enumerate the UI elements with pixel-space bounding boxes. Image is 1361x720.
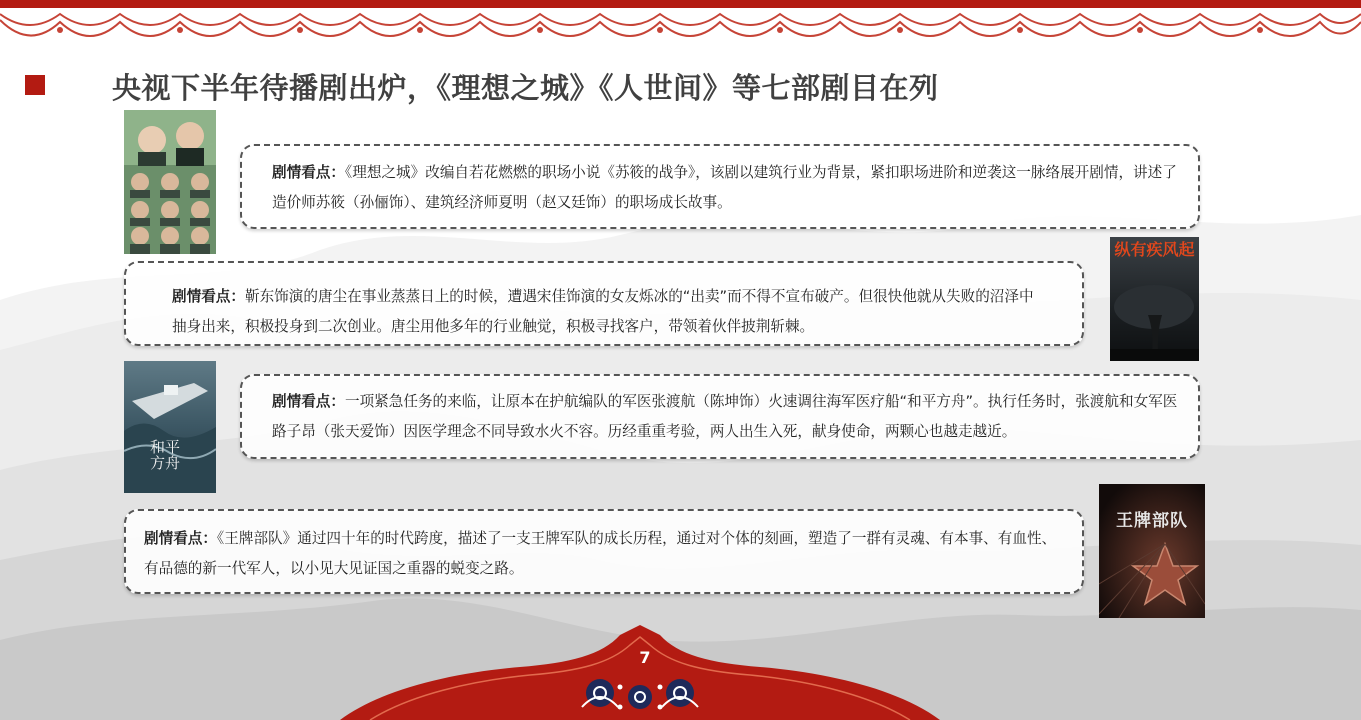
plot-highlight-box-4 bbox=[124, 509, 1084, 594]
plot-text-3 bbox=[272, 387, 1186, 447]
poster-peace-ark-title: 和平方舟 bbox=[150, 438, 181, 472]
plot-label-4: 剧情看点： bbox=[144, 530, 217, 547]
page-title: 央视下半年待播剧出炉，《理想之城》《人世间》等七部剧目在列 bbox=[112, 71, 939, 105]
page-number: 7 bbox=[639, 648, 651, 667]
poster-ace-troops bbox=[1099, 484, 1205, 618]
poster-storm-title: 纵有疾风起 bbox=[1114, 240, 1195, 259]
plot-description-3: 一项紧急任务的来临，让原本在护航编队的军医张渡航（陈坤饰）火速调往海军医疗船“和平方舟”。执行任务时，张渡航和女军医路子昂（张天爱饰）因医学理念不同导致水火不容。历经重重考验，两人出生入死，献身使命，两颗心也越走越近。 bbox=[272, 393, 1178, 440]
cloud-pattern-top-border bbox=[0, 0, 1361, 60]
plot-highlight-box-3 bbox=[240, 374, 1200, 459]
plot-description-2: 靳东饰演的唐尘在事业蒸蒸日上的时候，遭遇宋佳饰演的女友烁冰的“出卖”而不得不宣布破产。但很快他就从失败的沼泽中抽身出来，积极投身到二次创业。唐尘用他多年的行业触觉，积极寻找客户，带领着伙伴披荆斩棘。 bbox=[172, 288, 1034, 335]
plot-label-3: 剧情看点： bbox=[272, 393, 345, 410]
plot-description-4: 《王牌部队》通过四十年的时代跨度，描述了一支王牌军队的成长历程，通过对个体的刻画，塑造了一群有灵魂、有本事、有血性、有品德的新一代军人，以小见大见证国之重器的蜕变之路。 bbox=[144, 530, 1057, 577]
bottom-red-ornament bbox=[340, 625, 940, 720]
plot-text-4 bbox=[144, 524, 1064, 584]
poster-storm-drama bbox=[1110, 237, 1199, 361]
poster-peace-ark bbox=[124, 361, 216, 493]
poster-ace-troops-title: 王牌部队 bbox=[1116, 511, 1188, 531]
plot-description-1: 《理想之城》改编自若花燃燃的职场小说《苏筱的战争》，该剧以建筑行业为背景，紧扣职场进阶和逆袭这一脉络展开剧情，讲述了造价师苏筱（孙俪饰）、建筑经济师夏明（赵又廷饰）的职场成长故事。 bbox=[272, 164, 1177, 211]
title-bullet-square bbox=[25, 75, 45, 95]
plot-label-2: 剧情看点： bbox=[172, 288, 245, 305]
plot-text-2 bbox=[172, 282, 1042, 342]
plot-label-1: 剧情看点： bbox=[272, 164, 345, 181]
plot-highlight-box-1 bbox=[240, 144, 1200, 229]
plot-highlight-box-2 bbox=[124, 261, 1084, 346]
poster-ideal-city bbox=[124, 110, 216, 254]
plot-text-1 bbox=[272, 158, 1180, 218]
